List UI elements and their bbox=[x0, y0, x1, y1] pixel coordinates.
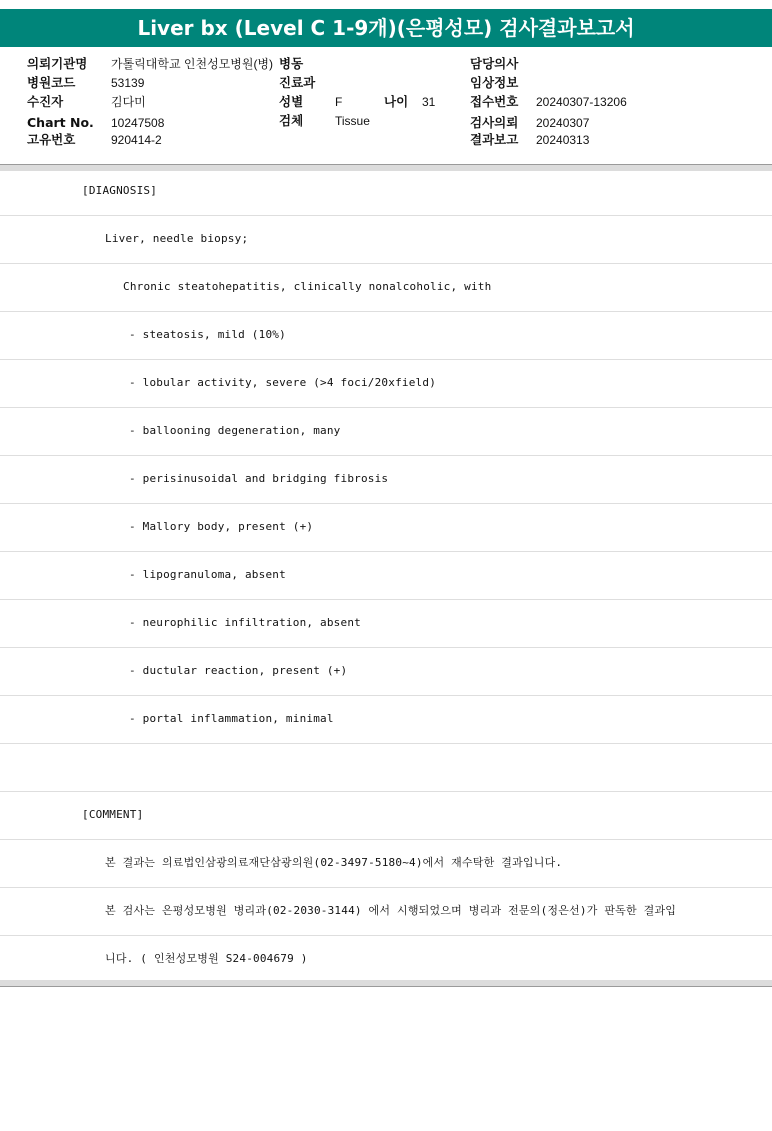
unique-value: 920414-2 bbox=[111, 133, 162, 147]
request-value: 20240307 bbox=[536, 116, 590, 130]
report-row bbox=[0, 936, 772, 984]
receipt-label: 접수번호 bbox=[470, 94, 519, 109]
chart-label: Chart No. bbox=[27, 115, 94, 130]
report-row bbox=[0, 888, 772, 936]
report-row bbox=[0, 744, 772, 792]
report-row bbox=[0, 792, 772, 840]
report-line: 본 결과는 의료법인삼광의료재단삼광의원(02-3497-5180~4)에서 재수탁한 결과입니다. bbox=[105, 856, 563, 869]
patient-value: 김다미 bbox=[111, 95, 146, 109]
sex-value: F bbox=[335, 95, 343, 109]
report-line: - Mallory body, present (+) bbox=[129, 520, 314, 533]
institution-value: 가톨릭대학교 인천성모병원(병) bbox=[111, 57, 274, 71]
hospital-code-value: 53139 bbox=[111, 76, 145, 90]
specimen-label: 검체 bbox=[279, 113, 304, 128]
age-value: 31 bbox=[422, 95, 436, 109]
footer-divider bbox=[0, 980, 772, 987]
report-row bbox=[0, 840, 772, 888]
unique-label: 고유번호 bbox=[27, 132, 76, 147]
specimen-value: Tissue bbox=[335, 114, 370, 128]
report-row bbox=[0, 552, 772, 600]
report-line: - ductular reaction, present (+) bbox=[129, 664, 348, 677]
report-row bbox=[0, 264, 772, 312]
report-row bbox=[0, 648, 772, 696]
comment-heading: [COMMENT] bbox=[82, 808, 144, 821]
chart-value: 10247508 bbox=[111, 116, 165, 130]
patient-label: 수진자 bbox=[27, 94, 64, 109]
report-date-value: 20240313 bbox=[536, 133, 590, 147]
report-date-label: 결과보고 bbox=[470, 132, 519, 147]
report-line: - lobular activity, severe (>4 foci/20xfield) bbox=[129, 376, 437, 389]
report-line: 본 검사는 은평성모병원 병리과(02-2030-3144) 에서 시행되었으며 병리과 전문의(정은선)가 판독한 결과입 bbox=[105, 904, 677, 917]
report-line: Chronic steatohepatitis, clinically nonalcoholic, with bbox=[123, 280, 492, 293]
hospital-code-label: 병원코드 bbox=[27, 75, 76, 90]
report-row bbox=[0, 408, 772, 456]
report-row bbox=[0, 456, 772, 504]
report-line: - perisinusoidal and bridging fibrosis bbox=[129, 472, 389, 485]
doctor-label: 담당의사 bbox=[470, 56, 519, 71]
report-line: - steatosis, mild (10%) bbox=[129, 328, 286, 341]
ward-label: 병동 bbox=[279, 56, 304, 71]
request-label: 검사의뢰 bbox=[470, 115, 519, 130]
sex-label: 성별 bbox=[279, 94, 304, 109]
diagnosis-heading: [DIAGNOSIS] bbox=[82, 184, 158, 197]
department-label: 진료과 bbox=[279, 75, 316, 90]
report-row bbox=[0, 312, 772, 360]
age-label: 나이 bbox=[384, 94, 409, 109]
report-title: Liver bx (Level C 1-9개)(은평성모) 검사결과보고서 bbox=[0, 9, 772, 47]
report-line: - ballooning degeneration, many bbox=[129, 424, 341, 437]
report-line: 니다. ( 인천성모병원 S24-004679 ) bbox=[105, 952, 308, 965]
report-row bbox=[0, 216, 772, 264]
report-line: - portal inflammation, minimal bbox=[129, 712, 334, 725]
report-line: - neurophilic infiltration, absent bbox=[129, 616, 361, 629]
report-line: Liver, needle biopsy; bbox=[105, 232, 249, 245]
clinical-info-label: 임상정보 bbox=[470, 75, 519, 90]
report-row bbox=[0, 600, 772, 648]
report-row bbox=[0, 696, 772, 744]
report-row bbox=[0, 504, 772, 552]
receipt-value: 20240307-13206 bbox=[536, 95, 627, 109]
report-line: - lipogranuloma, absent bbox=[129, 568, 286, 581]
report-row bbox=[0, 360, 772, 408]
institution-label: 의뢰기관명 bbox=[27, 56, 88, 71]
report-row bbox=[0, 168, 772, 216]
